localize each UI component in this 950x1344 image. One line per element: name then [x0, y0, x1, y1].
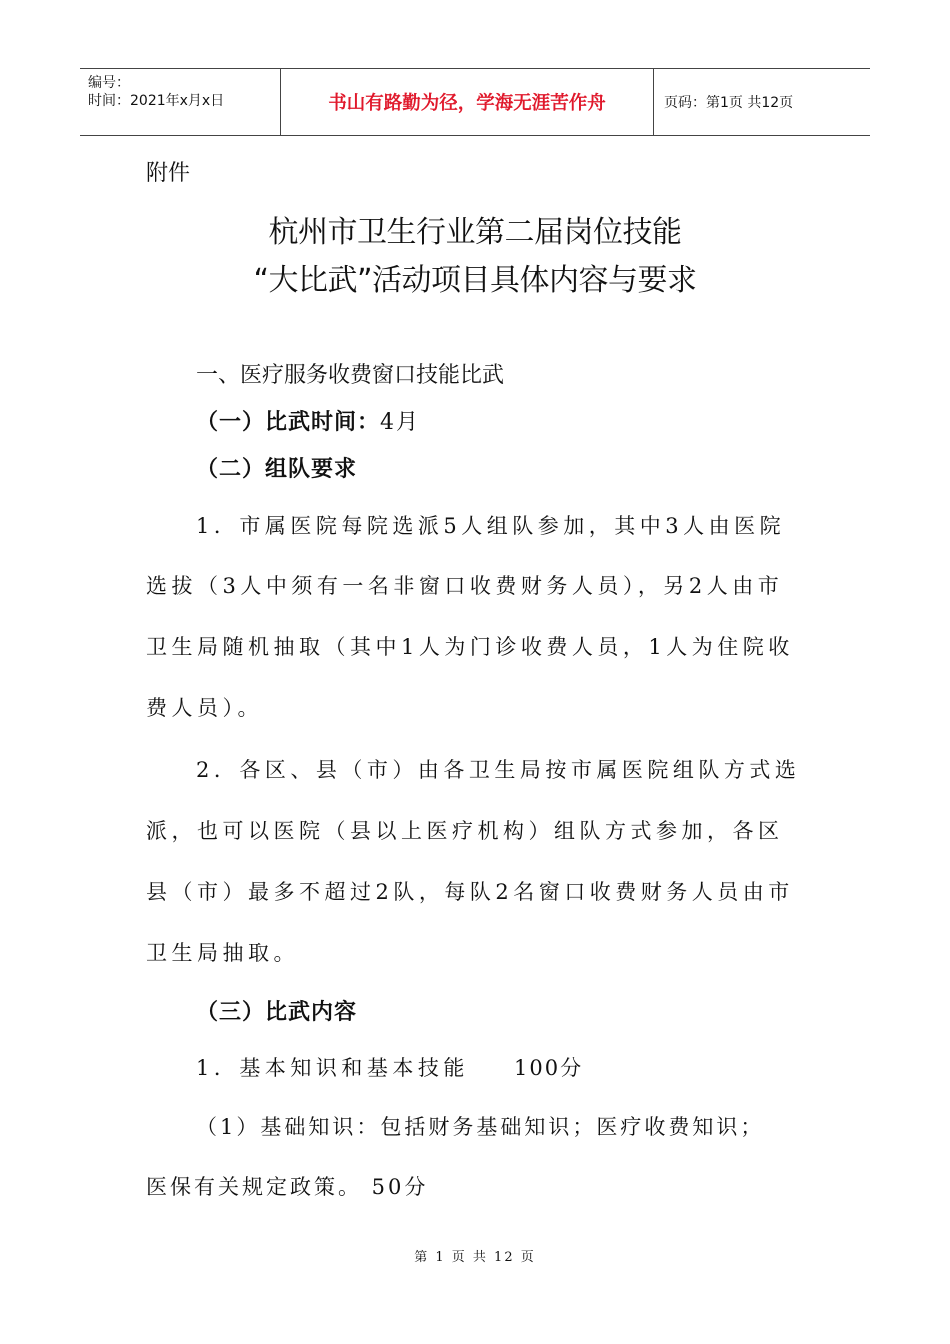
header-meta — [80, 69, 281, 135]
number-label: 编号： — [88, 75, 130, 91]
para1-line-1: 1．市属医院每院选派5人组队参加，其中3人由医院 — [196, 514, 786, 538]
attachment-label: 附件 — [146, 161, 191, 186]
header-motto: 书山有路勤为径，学海无涯苦作舟 — [281, 69, 654, 135]
document-title-line-1: 杭州市卫生行业第二届岗位技能 — [268, 215, 682, 250]
para2-line-3: 县（市）最多不超过2队，每队2名窗口收费财务人员由市 — [146, 880, 794, 904]
item-1-label: 1．基本知识和基本技能 — [196, 1056, 469, 1080]
subsection-1-label: （一）比武时间： — [196, 409, 381, 435]
subsection-1-heading — [196, 405, 420, 436]
para1-line-2: 选拔（3人中须有一名非窗口收费财务人员），另2人由市 — [146, 574, 784, 598]
date-label: 时间：2021年x月x日 — [88, 93, 225, 109]
section-1-heading: 一、医疗服务收费窗口技能比武 — [196, 363, 505, 388]
item-1-1-line-1: （1）基础知识：包括财务基础知识；医疗收费知识； — [196, 1115, 765, 1139]
para2-line-4: 卫生局抽取。 — [146, 941, 299, 965]
item-1-score: 100分 — [514, 1056, 584, 1080]
page-footer: 第 1 页 共 12 页 — [414, 1250, 536, 1265]
document-header — [80, 68, 870, 136]
para2-line-1: 2．各区、县（市）由各卫生局按市属医院组队方式选 — [196, 758, 801, 782]
para1-line-4: 费人员）。 — [146, 696, 263, 720]
subsection-1-value: 4月 — [380, 410, 421, 435]
subsection-3-heading: （三）比武内容 — [196, 999, 358, 1025]
para1-line-3: 卫生局随机抽取（其中1人为门诊收费人员，1人为住院收 — [146, 635, 794, 659]
item-1-1-line-2: 医保有关规定政策。 50分 — [146, 1175, 429, 1199]
subsection-2-heading: （二）组队要求 — [196, 456, 358, 482]
header-page-info: 页码：第1页 共12页 — [664, 95, 794, 111]
document-title-line-2: “大比武”活动项目具体内容与要求 — [253, 263, 697, 298]
para2-line-2: 派，也可以医院（县以上医疗机构）组队方式参加，各区 — [146, 819, 784, 843]
